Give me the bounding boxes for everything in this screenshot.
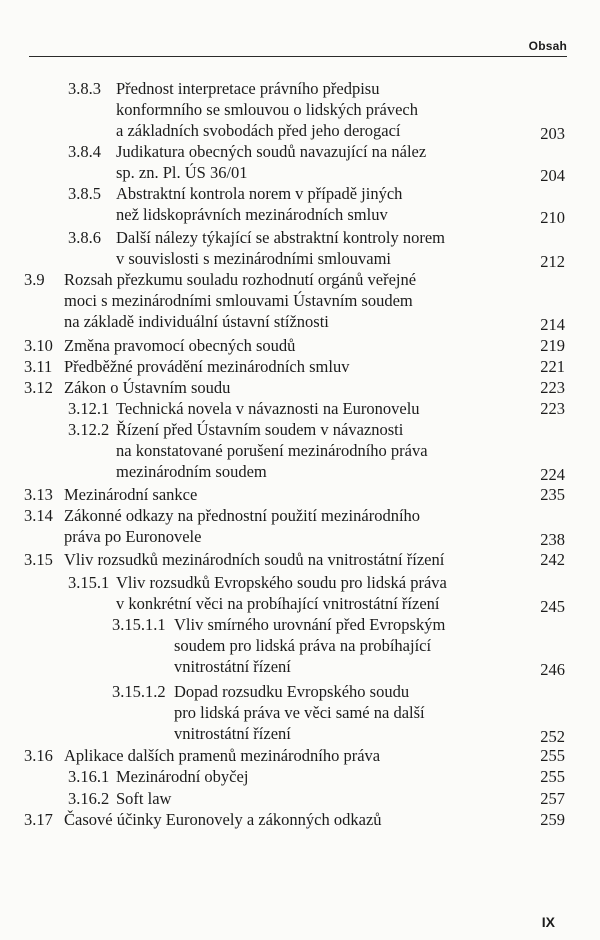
toc-entry-page: 203 [540, 124, 565, 143]
toc-entry-page: 235 [540, 485, 565, 504]
toc-entry-title [116, 227, 445, 269]
toc-entry-page: 245 [540, 597, 565, 616]
toc-entry-number: 3.17 [24, 810, 53, 829]
toc-entry-title-line: Vliv smírného urovnání před Evropským [174, 615, 446, 634]
toc-entry-page: 212 [540, 252, 565, 271]
toc-entry-title [64, 269, 416, 332]
toc-entry-title-line: Řízení před Ústavním soudem v návaznosti [116, 420, 404, 439]
toc-entry-page: 257 [540, 789, 565, 808]
toc-entry-number: 3.8.6 [68, 228, 101, 247]
toc-entry-title-line: Mezinárodní sankce [64, 485, 198, 504]
toc-entry-page: 224 [540, 465, 565, 484]
toc-entry-title [116, 788, 171, 809]
toc-entry-title-line: Časové účinky Euronovely a zákonných odkazů [64, 810, 382, 829]
toc-entry-title-line: vnitrostátní řízení [174, 657, 291, 676]
toc-entry-title [116, 183, 402, 225]
toc-entry-title [116, 766, 248, 787]
toc-entry-title [64, 335, 295, 356]
toc-entry-page: 246 [540, 660, 565, 679]
toc-entry-title-line: na konstatované porušení mezinárodního práva [116, 441, 428, 460]
toc-entry-number: 3.16.1 [68, 767, 110, 786]
toc-entry-number: 3.9 [24, 270, 45, 289]
toc-entry-number: 3.12.1 [68, 399, 110, 418]
toc-entry-title-line: soudem pro lidská práva na probíhající [174, 636, 432, 655]
toc-entry-title [116, 141, 426, 183]
toc-entry-title-line: práva po Euronovele [64, 527, 202, 546]
toc-entry-title-line: v konkrétní věci na probíhající vnitrostátní řízení [116, 594, 440, 613]
toc-entry-page: 255 [540, 746, 565, 765]
toc-entry-number: 3.8.4 [68, 142, 101, 161]
toc-entry-title-line: Předběžné provádění mezinárodních smluv [64, 357, 350, 376]
toc-entry-page: 214 [540, 315, 565, 334]
toc-entry-page: 221 [540, 357, 565, 376]
toc-entry-title [64, 809, 382, 830]
toc-entry-number: 3.12 [24, 378, 53, 397]
toc-entry-number: 3.16.2 [68, 789, 110, 808]
toc-entry-title [174, 681, 425, 744]
toc-entry-title [116, 572, 447, 614]
toc-entry-title-line: Technická novela v návaznosti na Euronovelu [116, 399, 420, 418]
toc-entry-title-line: a základních svobodách před jeho derogací [116, 121, 401, 140]
toc-entry-title-line: na základě individuální ústavní stížnosti [64, 312, 329, 331]
toc-entry-title [64, 505, 420, 547]
toc-entry-number: 3.15.1.2 [112, 682, 166, 701]
toc-entry-number: 3.15.1 [68, 573, 110, 592]
toc-entry-title [64, 484, 197, 505]
toc-entry-page: 204 [540, 166, 565, 185]
toc-entry-title-line: pro lidská práva ve věci samé na další [174, 703, 425, 722]
toc-entry-page: 259 [540, 810, 565, 829]
toc-entry-title-line: Dopad rozsudku Evropského soudu [174, 682, 410, 701]
toc-entry-title-line: sp. zn. Pl. ÚS 36/01 [116, 163, 248, 182]
toc-entry-title-line: Zákonné odkazy na přednostní použití mezinárodního [64, 506, 421, 525]
toc-entry-title [64, 356, 349, 377]
toc-entry-title-line: Rozsah přezkumu souladu rozhodnutí orgánů veřejné [64, 270, 417, 289]
toc-entry-page: 255 [540, 767, 565, 786]
toc-entry-page: 223 [540, 399, 565, 418]
toc-entry-page: 238 [540, 530, 565, 549]
toc-entry-number: 3.13 [24, 485, 53, 504]
running-title: Obsah [528, 39, 567, 53]
toc-entry-page: 252 [540, 727, 565, 746]
page-folio: IX [541, 914, 555, 930]
toc-entry-title-line: vnitrostátní řízení [174, 724, 291, 743]
toc-entry-title [64, 549, 444, 570]
toc-entry-title-line: Vliv rozsudků mezinárodních soudů na vnitrostátní řízení [64, 550, 445, 569]
toc-entry-page: 219 [540, 336, 565, 355]
toc-entry-title-line: v souvislosti s mezinárodními smlouvami [116, 249, 391, 268]
toc-entry-title [174, 614, 445, 677]
toc-entry-number: 3.8.3 [68, 79, 101, 98]
toc-entry-title-line: Přednost interpretace právního předpisu [116, 79, 380, 98]
toc-entry-title-line: Aplikace dalších pramenů mezinárodního práva [64, 746, 381, 765]
toc-entry-title [116, 419, 428, 482]
toc-entry-page: 223 [540, 378, 565, 397]
toc-entry-title-line: Soft law [116, 789, 172, 808]
toc-entry-title-line: Mezinárodní obyčej [116, 767, 249, 786]
toc-entry-title-line: Změna pravomocí obecných soudů [64, 336, 296, 355]
toc-entry-number: 3.8.5 [68, 184, 101, 203]
toc-entry-title-line: moci s mezinárodními smlouvami Ústavním soudem [64, 291, 413, 310]
toc-entry-title-line: Vliv rozsudků Evropského soudu pro lidská práva [116, 573, 447, 592]
toc-entry-title-line: konformního se smlouvou o lidských právech [116, 100, 418, 119]
toc-entry-title [64, 377, 230, 398]
toc-entry-number: 3.12.2 [68, 420, 110, 439]
toc-entry-title-line: mezinárodním soudem [116, 462, 267, 481]
toc-entry-page: 210 [540, 208, 565, 227]
toc-entry-number: 3.10 [24, 336, 53, 355]
toc-entry-title-line: Další nálezy týkající se abstraktní kontroly norem [116, 228, 445, 247]
toc-entry-title-line: Judikatura obecných soudů navazující na nález [116, 142, 427, 161]
toc-entry-title-line: Abstraktní kontrola norem v případě jiných [116, 184, 403, 203]
toc-entry-number: 3.16 [24, 746, 53, 765]
toc-entry-title-line: Zákon o Ústavním soudu [64, 378, 231, 397]
toc-entry-title [116, 398, 420, 419]
toc-entry-number: 3.14 [24, 506, 53, 525]
toc-entry-number: 3.15.1.1 [112, 615, 166, 634]
toc-entry-title [64, 745, 380, 766]
toc-entry-title-line: než lidskoprávních mezinárodních smluv [116, 205, 388, 224]
toc-entry-number: 3.15 [24, 550, 53, 569]
toc-entry-title [116, 78, 418, 141]
toc-entry-number: 3.11 [24, 357, 53, 376]
toc-entry-page: 242 [540, 550, 565, 569]
